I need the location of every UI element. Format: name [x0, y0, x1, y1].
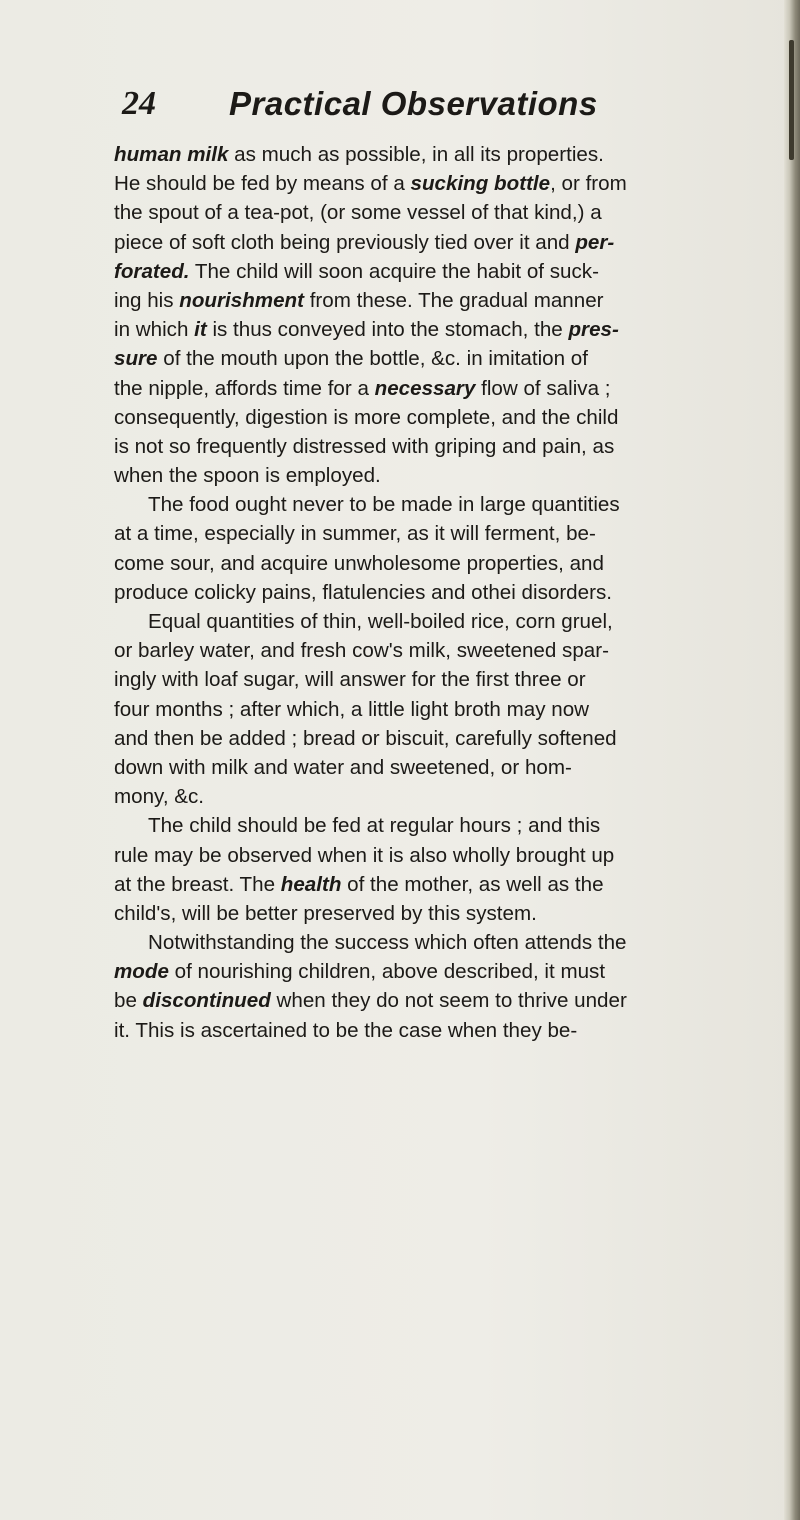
body-text [114, 140, 744, 1045]
text-line: come sour, and acquire unwholesome properties, and [114, 551, 604, 575]
text-line: ingly with loaf sugar, will answer for the first three or [114, 668, 586, 692]
italic-term: human milk [114, 143, 229, 166]
page-header [122, 84, 682, 132]
text-line: is not so frequently distressed with griping and pain, as [114, 434, 615, 458]
text-line: forated. The child will soon acquire the habit of suck- [114, 259, 599, 283]
text-line: ing his nourishment from these. The gradual manner [114, 288, 604, 312]
text-line: mode of nourishing children, above described, it must [114, 960, 606, 984]
italic-term: it [194, 318, 207, 342]
italic-term: sucking bottle [410, 172, 551, 196]
text-line: mony, &c. [114, 785, 205, 809]
page-edge-shadow [784, 0, 800, 1520]
running-head: Practical Observations [229, 85, 598, 122]
italic-term: forated. [114, 259, 190, 283]
text-line: sure of the mouth upon the bottle, &c. in imitation of [114, 347, 588, 371]
text-line: rule may be observed when it is also wholly brought up [114, 843, 615, 867]
text-line: child's, will be better preserved by this system. [114, 901, 537, 925]
italic-term: nourishment [179, 288, 304, 312]
text-line: at a time, especially in summer, as it will ferment, be- [114, 522, 596, 546]
text-line: human milk as much as possible, in all its properties. [114, 143, 604, 166]
text-line: consequently, digestion is more complete, and the child [114, 405, 619, 429]
italic-term: necessary [374, 376, 476, 400]
text-line: be discontinued when they do not seem to thrive under [114, 989, 627, 1013]
text-line: when the spoon is employed. [114, 464, 381, 488]
text-line: He should be fed by means of a sucking bottle, or from [114, 172, 627, 196]
page-number: 24 [122, 85, 156, 122]
text-line: at the breast. The health of the mother, as well as the [114, 872, 604, 896]
text-line: the nipple, affords time for a necessary flow of saliva ; [114, 376, 611, 400]
italic-term: pres- [568, 318, 619, 342]
text-line: down with milk and water and sweetened, or hom- [114, 755, 572, 779]
text-line: The child should be fed at regular hours ; and this [148, 814, 601, 838]
text-line: Notwithstanding the success which often attends the [148, 931, 627, 955]
text-line: piece of soft cloth being previously tied over it and per- [114, 230, 615, 254]
text-line: produce colicky pains, flatulencies and othei disorders. [114, 580, 612, 604]
text-line: four months ; after which, a little light broth may now [114, 697, 590, 721]
italic-term: discontinued [142, 989, 271, 1013]
text-line: Equal quantities of thin, well-boiled rice, corn gruel, [148, 610, 613, 633]
text-line: or barley water, and fresh cow's milk, sweetened spar- [114, 639, 609, 663]
text-line: the spout of a tea-pot, (or some vessel of that kind,) a [114, 201, 602, 225]
binding-mark [789, 40, 794, 160]
text-line: The food ought never to be made in large quantities [148, 493, 620, 517]
italic-term: sure [114, 347, 158, 371]
text-line: and then be added ; bread or biscuit, carefully softened [114, 726, 617, 750]
text-line: it. This is ascertained to be the case when they be- [114, 1018, 578, 1042]
text-line: in which it is thus conveyed into the stomach, the pres- [114, 318, 619, 342]
italic-term: mode [114, 960, 169, 984]
italic-term: per- [575, 230, 615, 254]
italic-term: health [280, 872, 342, 896]
